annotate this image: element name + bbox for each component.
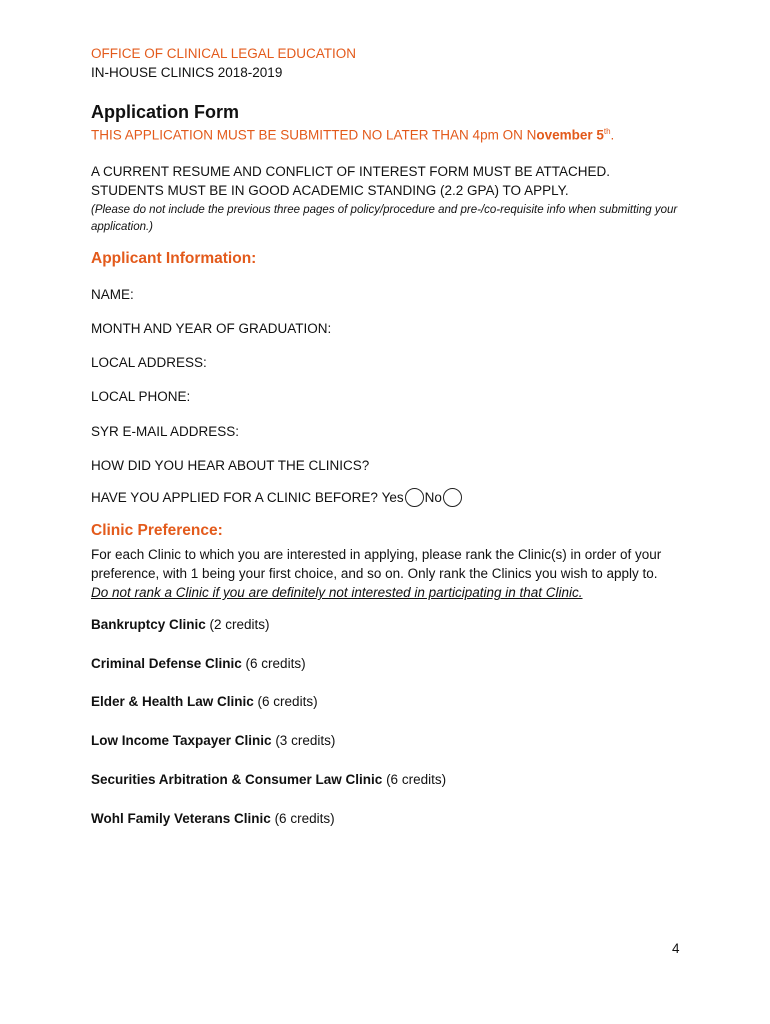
heard-field-label: HOW DID YOU HEAR ABOUT THE CLINICS? bbox=[91, 458, 370, 473]
deadline-notice: THIS APPLICATION MUST BE SUBMITTED NO LATER THAN 4pm ON November 5th. bbox=[91, 127, 615, 143]
clinic-preference-heading: Clinic Preference: bbox=[91, 522, 223, 539]
clinic-item: Securities Arbitration & Consumer Law Clinic (6 credits) bbox=[91, 772, 447, 787]
applied-before-question bbox=[91, 488, 463, 507]
clinic-item: Bankruptcy Clinic (2 credits) bbox=[91, 617, 270, 632]
yes-label: Yes bbox=[381, 490, 404, 505]
yes-radio[interactable] bbox=[405, 488, 424, 507]
no-radio[interactable] bbox=[443, 488, 462, 507]
resume-requirement: A CURRENT RESUME AND CONFLICT OF INTEREST FORM MUST BE ATTACHED. bbox=[91, 164, 611, 179]
phone-field-label: LOCAL PHONE: bbox=[91, 389, 191, 404]
clinic-item: Elder & Health Law Clinic (6 credits) bbox=[91, 694, 318, 709]
gpa-requirement: STUDENTS MUST BE IN GOOD ACADEMIC STANDING (2.2 GPA) TO APPLY. bbox=[91, 183, 569, 198]
form-title: Application Form bbox=[91, 102, 239, 122]
preference-instructions: For each Clinic to which you are interested in applying, please rank the Clinic(s) in order of your preference, with 1 being your first choice, and so on. Only rank the Clinics you wish to apply to. Do not rank a Clinic if you are definitely not interested in participating in that Clinic. bbox=[91, 547, 662, 600]
graduation-field-label: MONTH AND YEAR OF GRADUATION: bbox=[91, 321, 332, 336]
applicant-info-heading: Applicant Information: bbox=[91, 250, 257, 267]
clinic-item: Criminal Defense Clinic (6 credits) bbox=[91, 656, 306, 671]
office-header: OFFICE OF CLINICAL LEGAL EDUCATION bbox=[91, 46, 357, 61]
email-field-label: SYR E-MAIL ADDRESS: bbox=[91, 424, 240, 439]
no-label: No bbox=[424, 490, 442, 505]
clinic-item: Low Income Taxpayer Clinic (3 credits) bbox=[91, 733, 336, 748]
page-number: 4 bbox=[672, 941, 680, 956]
clinic-item: Wohl Family Veterans Clinic (6 credits) bbox=[91, 811, 335, 826]
program-header: IN-HOUSE CLINICS 2018-2019 bbox=[91, 65, 283, 80]
submission-note: (Please do not include the previous three pages of policy/procedure and pre-/co-requisite info when submitting your application.) bbox=[91, 204, 678, 233]
preference-warning: Do not rank a Clinic if you are definitely not interested in participating in that Clinic. bbox=[91, 585, 583, 600]
applied-before-label: HAVE YOU APPLIED FOR A CLINIC BEFORE? bbox=[91, 490, 378, 505]
name-field-label: NAME: bbox=[91, 287, 134, 302]
address-field-label: LOCAL ADDRESS: bbox=[91, 355, 207, 370]
